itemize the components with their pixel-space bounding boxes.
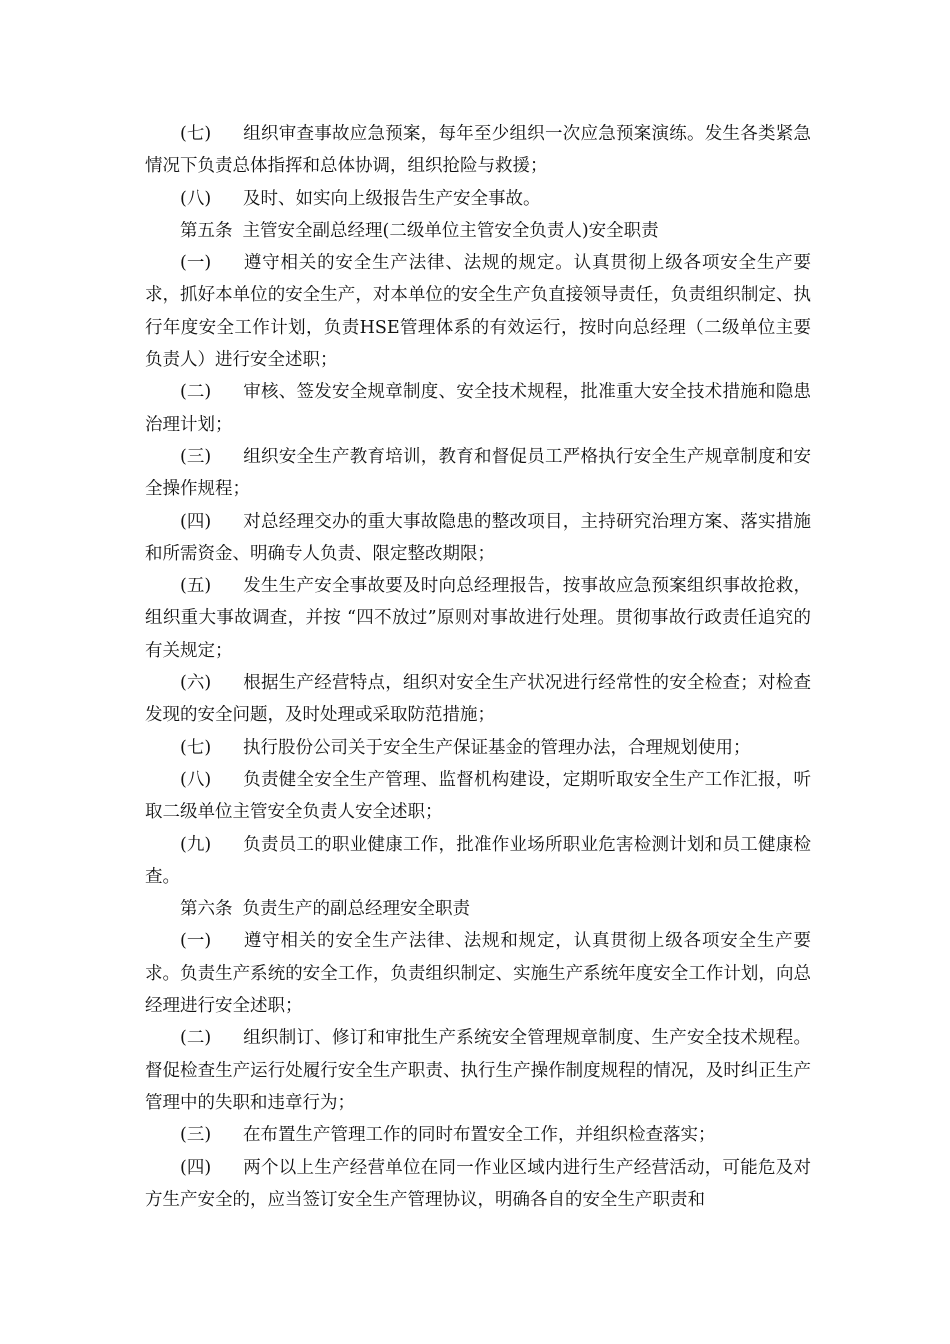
clause-text: 组织安全生产教育培训，教育和督促员工严格执行安全生产规章制度和安全操作规程； [145, 446, 811, 500]
clause-text: 根据生产经营特点，组织对安全生产状况进行经常性的安全检查；对检查发现的安全问题，及时处理或采取防范措施； [145, 673, 811, 726]
clause-number: (二) [180, 382, 212, 403]
clause-number: (三) [180, 1125, 212, 1146]
document-page [145, 118, 811, 1216]
clause-text: 对总经理交办的重大事故隐患的整改项目，主持研究治理方案、落实措施和所需资金、明确专人负责、限定整改期限； [145, 511, 811, 564]
clause-paragraph [145, 1152, 811, 1217]
clause-paragraph [145, 183, 811, 215]
clause-text: 组织制订、修订和审批生产系统安全管理规章制度、生产安全技术规程。督促检查生产运行处履行安全生产职责、执行生产操作制度规程的情况，及时纠正生产管理中的失职和违章行为； [145, 1028, 811, 1113]
clause-paragraph [145, 247, 811, 376]
clause-paragraph [145, 667, 811, 732]
clause-text: 遵守相关的安全生产法律、法规的规定。认真贯彻上级各项安全生产要求，抓好本单位的安全生产，对本单位的安全生产负直接领导责任，负责组织制定、执行年度安全工作计划，负责HSE管理体系的有效运行，按时向总经理（二级单位主要负责人）进行安全述职； [145, 253, 811, 371]
clause-paragraph [145, 118, 811, 183]
clause-number: (六) [180, 673, 212, 694]
clause-paragraph [145, 570, 811, 667]
clause-paragraph [145, 441, 811, 506]
clause-paragraph [145, 1119, 811, 1151]
clause-number: (一) [180, 931, 212, 952]
clause-number: (五) [180, 576, 212, 597]
clause-number: (四) [180, 1157, 212, 1178]
clause-paragraph [145, 732, 811, 764]
clause-text: 负责健全安全生产管理、监督机构建设，定期听取安全生产工作汇报，听取二级单位主管安全负责人安全述职； [145, 769, 811, 823]
clause-number: (九) [180, 834, 212, 855]
article-number: 第五条 [180, 220, 233, 241]
clause-number: (一) [180, 253, 212, 274]
clause-text: 在布置生产管理工作的同时布置安全工作，并组织检查落实； [243, 1125, 716, 1146]
clause-number: (八) [180, 188, 212, 209]
clause-number: (八) [180, 769, 212, 790]
clause-text: 执行股份公司关于安全生产保证基金的管理办法，合理规划使用； [243, 737, 751, 758]
clause-text: 两个以上生产经营单位在同一作业区域内进行生产经营活动，可能危及对方生产安全的，应当签订安全生产管理协议，明确各自的安全生产职责和 [145, 1157, 811, 1210]
article-title: 负责生产的副总经理安全职责 [242, 899, 470, 920]
clause-text: 负责员工的职业健康工作，批准作业场所职业危害检测计划和员工健康检查。 [145, 834, 811, 887]
clause-text: 组织审查事故应急预案，每年至少组织一次应急预案演练。发生各类紧急情况下负责总体指挥和总体协调，组织抢险与救援； [145, 124, 811, 177]
clause-text: 遵守相关的安全生产法律、法规和规定，认真贯彻上级各项安全生产要求。负责生产系统的安全工作，负责组织制定、实施生产系统年度安全工作计划，向总经理进行安全述职； [145, 931, 811, 1017]
clause-paragraph [145, 1022, 811, 1119]
clause-text: 发生生产安全事故要及时向总经理报告，按事故应急预案组织事故抢救，组织重大事故调查，并按 “四不放过”原则对事故进行处理。贯彻事故行政责任追究的有关规定； [145, 576, 811, 661]
clause-paragraph [145, 764, 811, 829]
clause-text: 及时、如实向上级报告生产安全事故。 [243, 188, 541, 209]
clause-number: (七) [180, 124, 212, 144]
clause-number: (三) [180, 446, 212, 467]
clause-number: (四) [180, 511, 212, 532]
clause-paragraph [145, 925, 811, 1022]
article-heading [145, 215, 811, 247]
clause-number: (七) [180, 737, 212, 758]
clause-text: 审核、签发安全规章制度、安全技术规程，批准重大安全技术措施和隐患治理计划； [145, 382, 811, 435]
clause-paragraph [145, 376, 811, 441]
article-heading [145, 893, 811, 925]
clause-paragraph [145, 506, 811, 571]
clause-paragraph [145, 829, 811, 894]
clause-number: (二) [180, 1028, 212, 1049]
article-title: 主管安全副总经理(二级单位主管安全负责人)安全职责 [242, 220, 659, 241]
article-number: 第六条 [180, 899, 233, 920]
